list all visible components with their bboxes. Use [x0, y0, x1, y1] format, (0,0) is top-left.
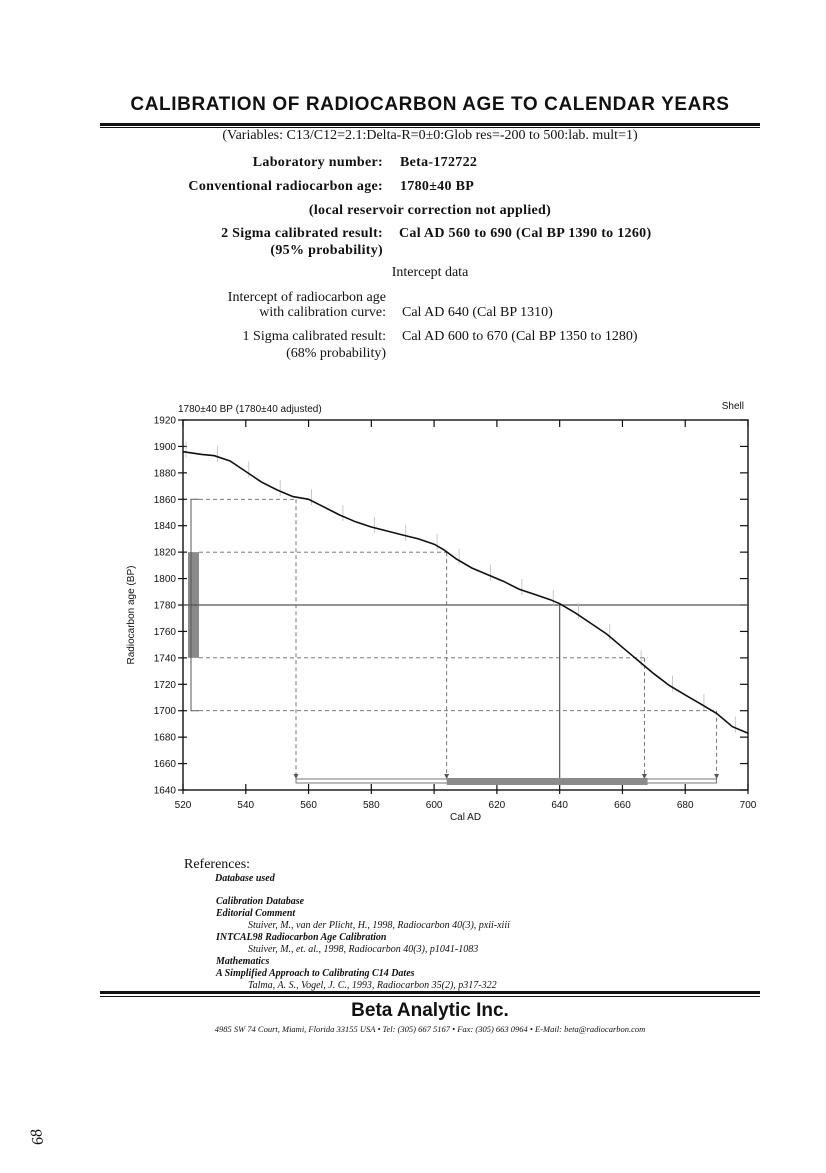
y-tick-label: 1860 — [153, 494, 176, 506]
variables-line: (Variables: C13/C12=2.1:Delta-R=0±0:Glob res=-200 to 500:lab. mult=1) — [222, 128, 638, 143]
database-used-label: Database used — [215, 873, 275, 884]
reference-title: A Simplified Approach to Calibrating C14 Dates — [216, 968, 415, 979]
x-tick-label: 540 — [237, 800, 255, 811]
reference-citation: Stuiver, M., van der Plicht, H., 1998, Radiocarbon 40(3), pxii-xiii — [248, 920, 510, 931]
y-tick-label: 1800 — [153, 574, 176, 586]
intercept-label-line2: with calibration curve: — [259, 305, 386, 320]
y-tick-label: 1780 — [153, 600, 176, 612]
conventional-age-value: 1780±40 BP — [400, 179, 475, 194]
x-tick-label: 600 — [425, 800, 443, 811]
y-tick-label: 1880 — [153, 468, 176, 480]
conventional-age-label: Conventional radiocarbon age: — [188, 179, 383, 194]
y-tick-label: 1640 — [153, 785, 176, 797]
y-tick-label: 1920 — [153, 415, 176, 427]
company-address: 4985 SW 74 Court, Miami, Florida 33155 USA • Tel: (305) 667 5167 • Fax: (305) 663 0964 • E-Mail: beta@radiocarbon.com — [214, 1024, 646, 1034]
x-tick-label: 620 — [488, 800, 506, 811]
reference-title: INTCAL98 Radiocarbon Age Calibration — [216, 932, 387, 943]
y-tick-label: 1760 — [153, 626, 176, 638]
one-sigma-value: Cal AD 600 to 670 (Cal BP 1350 to 1280) — [402, 329, 638, 344]
x-tick-label: 680 — [676, 800, 694, 811]
y-tick-label: 1660 — [153, 759, 176, 771]
y-tick-label: 1720 — [153, 679, 176, 691]
chart-title: 1780±40 BP (1780±40 adjusted) — [178, 404, 322, 415]
x-tick-label: 660 — [614, 800, 631, 811]
lab-number-value: Beta-172722 — [400, 155, 478, 170]
two-sigma-probability: (95% probability) — [270, 243, 383, 258]
chart-corner-label: Shell — [721, 401, 744, 412]
y-tick-label: 1840 — [153, 521, 176, 533]
x-tick-label: 580 — [362, 800, 380, 811]
intercept-heading: Intercept data — [391, 265, 469, 280]
range-arrow — [714, 774, 719, 779]
page-title: CALIBRATION OF RADIOCARBON AGE TO CALENDAR YEARS — [130, 94, 730, 115]
references-list — [216, 896, 510, 992]
y-tick-label: 1820 — [153, 547, 176, 559]
two-sigma-value: Cal AD 560 to 690 (Cal BP 1390 to 1260) — [399, 226, 652, 241]
two-sigma-label: 2 Sigma calibrated result: — [221, 226, 383, 241]
reservoir-note: (local reservoir correction not applied) — [308, 203, 552, 218]
one-sigma-probability: (68% probability) — [286, 346, 386, 361]
intercept-label-line1: Intercept of radiocarbon age — [227, 290, 386, 305]
intercept-value: Cal AD 640 (Cal BP 1310) — [402, 305, 553, 320]
reference-title: Mathematics — [216, 956, 270, 967]
footer-rule-thin — [100, 996, 760, 997]
reference-title: Calibration Database — [216, 896, 305, 907]
reference-title: Editorial Comment — [216, 908, 296, 919]
range-arrow — [294, 774, 299, 779]
one-sigma-cal-range — [447, 778, 648, 785]
y-axis-label: Radiocarbon age (BP) — [126, 565, 137, 665]
one-sigma-label: 1 Sigma calibrated result: — [242, 329, 386, 344]
x-tick-label: 640 — [551, 800, 569, 811]
y-tick-label: 1700 — [153, 706, 176, 718]
y-tick-label: 1900 — [153, 441, 176, 453]
reference-citation: Stuiver, M., et. al., 1998, Radiocarbon 40(3), p1041-1083 — [248, 944, 479, 955]
y-tick-label: 1680 — [153, 732, 176, 744]
references-heading: References: — [184, 857, 251, 872]
x-axis-label: Cal AD — [449, 812, 482, 823]
x-tick-label: 700 — [739, 800, 757, 811]
page-number-mark: 68 — [27, 1127, 48, 1147]
reference-citation: Talma, A. S., Vogel, J. C., 1993, Radiocarbon 35(2), p317-322 — [248, 980, 497, 991]
lab-number-label: Laboratory number: — [252, 155, 383, 170]
y-tick-label: 1740 — [153, 653, 176, 665]
x-tick-label: 520 — [174, 800, 192, 811]
footer-rule — [100, 991, 760, 994]
calibration-curve — [183, 452, 748, 734]
company-name: Beta Analytic Inc. — [351, 1000, 509, 1021]
x-tick-label: 560 — [300, 800, 317, 811]
